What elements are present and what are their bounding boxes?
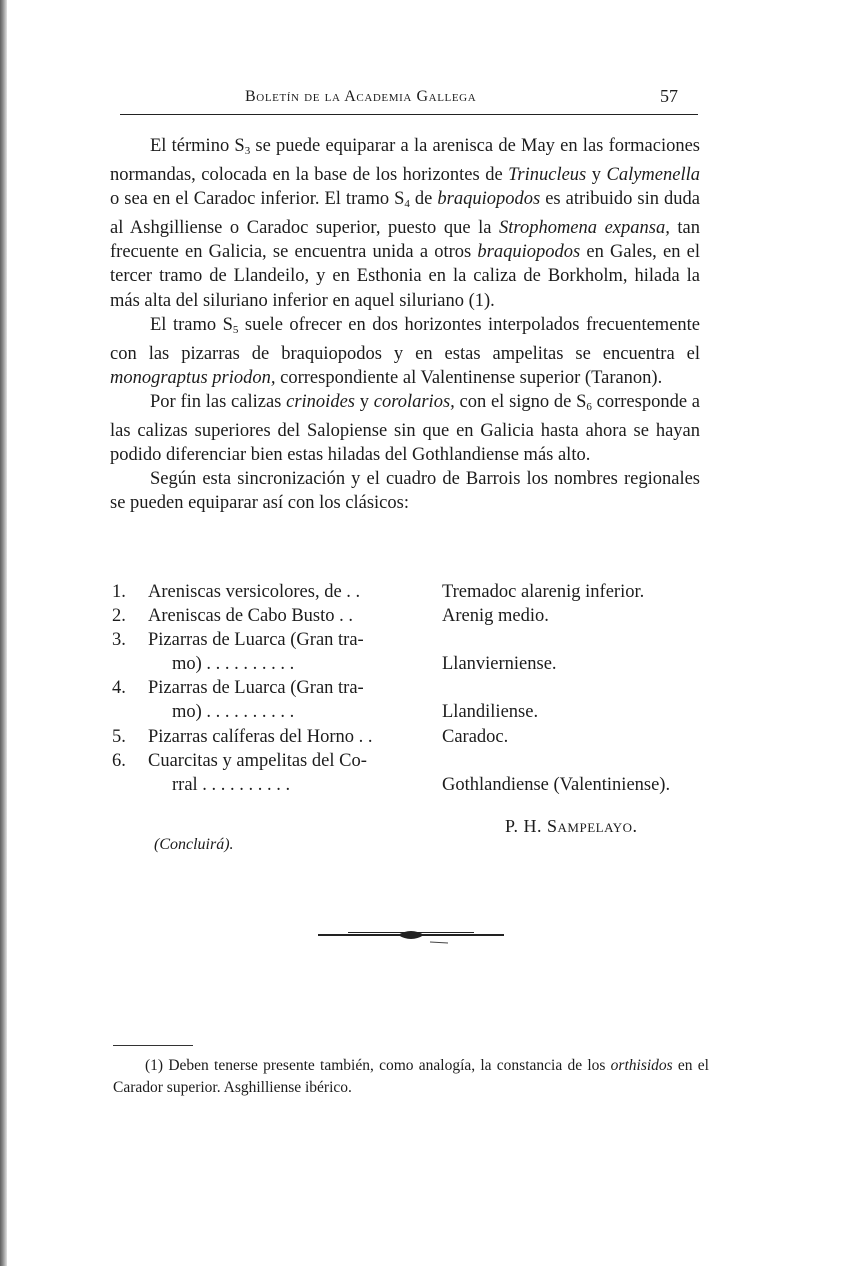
to-be-concluded-note: (Concluirá). bbox=[154, 836, 234, 853]
page-number: 57 bbox=[660, 86, 678, 106]
taxon-crinoides: crinoides bbox=[286, 391, 355, 412]
author-signature: P. H. Sampelayo. bbox=[505, 816, 638, 836]
taxon-corolarios: corolarios, bbox=[373, 391, 455, 412]
footnote-divider bbox=[113, 1045, 193, 1046]
list-item: 4. Pizarras de Luarca (Gran tra- mo) . . . . . . . . . . Llandiliense. bbox=[112, 678, 539, 723]
taxon-calymenella: Calymenella bbox=[606, 165, 700, 186]
paragraph-3: Por fin las calizas crinoides y corolarios, con el signo de $S_6$ corresponde a las calizas superiores del Salopiense sin que en Galicia hasta ahora se hayan podido diferenciar bien estas hiladas del Gothlandiense más alto. bbox=[110, 391, 701, 466]
list-item: 2. Areniscas de Cabo Busto . . Arenig medio. bbox=[112, 606, 549, 627]
article-body bbox=[110, 134, 700, 515]
taxon-orthisidos: orthisidos bbox=[610, 1057, 673, 1074]
journal-title: Boletín de la Academia Gallega bbox=[245, 88, 477, 105]
list-item: 5. Pizarras calíferas del Horno . . Caradoc. bbox=[112, 726, 509, 747]
taxon-trinucleus: Trinucleus bbox=[508, 165, 587, 186]
taxon-strophomena: Strophomena expansa, bbox=[499, 218, 670, 239]
taxon-braquiopodos: braquiopodos bbox=[437, 189, 541, 210]
paragraph-1: El término $S_3$ se puede equiparar a la arenisca de May en las formaciones normandas, colocada en la base de los horizontes de Trinucleus y Calymenella o sea en el Caradoc inferior. El tramo $S_4$ de braquiopodos es atribuido sin duda al Ashgilliense o Caradoc superior, puesto que la Strophomena expansa, tan frecuente en Galicia, se encuentra unida a otros braquiopodos en Gales, en el tercer tramo de Llandeilo, y en Esthonia en la caliza de Borkholm, hilada la más alta del siluriano inferior en aquel siluriano (1). bbox=[110, 136, 701, 311]
list-item: 6. Cuarcitas y ampelitas del Co- rral . . . . . . . . . . Gothlandiense (Valentiniense). bbox=[112, 750, 671, 795]
taxon-braquiopodos-2: braquiopodos bbox=[477, 242, 581, 263]
running-header bbox=[120, 86, 698, 115]
paragraph-4: Según esta sincronización y el cuadro de Barrois los nombres regionales se pueden equiparar así con los clásicos: bbox=[110, 469, 700, 514]
list-item: 1. Areniscas versicolores, de . . Tremadoc alarenig inferior. bbox=[112, 582, 645, 602]
equivalence-list bbox=[112, 580, 712, 797]
scan-edge-shadow bbox=[0, 0, 7, 1266]
footnote: (1) Deben tenerse presente también, como analogía, la constancia de los orthisidos en el Carador superior. Asghilliense ibérico. bbox=[113, 1057, 709, 1096]
list-item: 3. Pizarras de Luarca (Gran tra- mo) . . . . . . . . . . Llanvierniense. bbox=[112, 630, 557, 675]
ornament-divider-icon bbox=[318, 924, 504, 946]
paragraph-2: El tramo $S_5$ suele ofrecer en dos horizontes interpolados frecuentemente con las pizarras de braquiopodos y en estas ampelitas se encuentra el monograptus priodon, correspondiente al Valentinense superior (Taranon). bbox=[110, 314, 701, 388]
taxon-monograptus: monograptus priodon, bbox=[110, 367, 276, 388]
